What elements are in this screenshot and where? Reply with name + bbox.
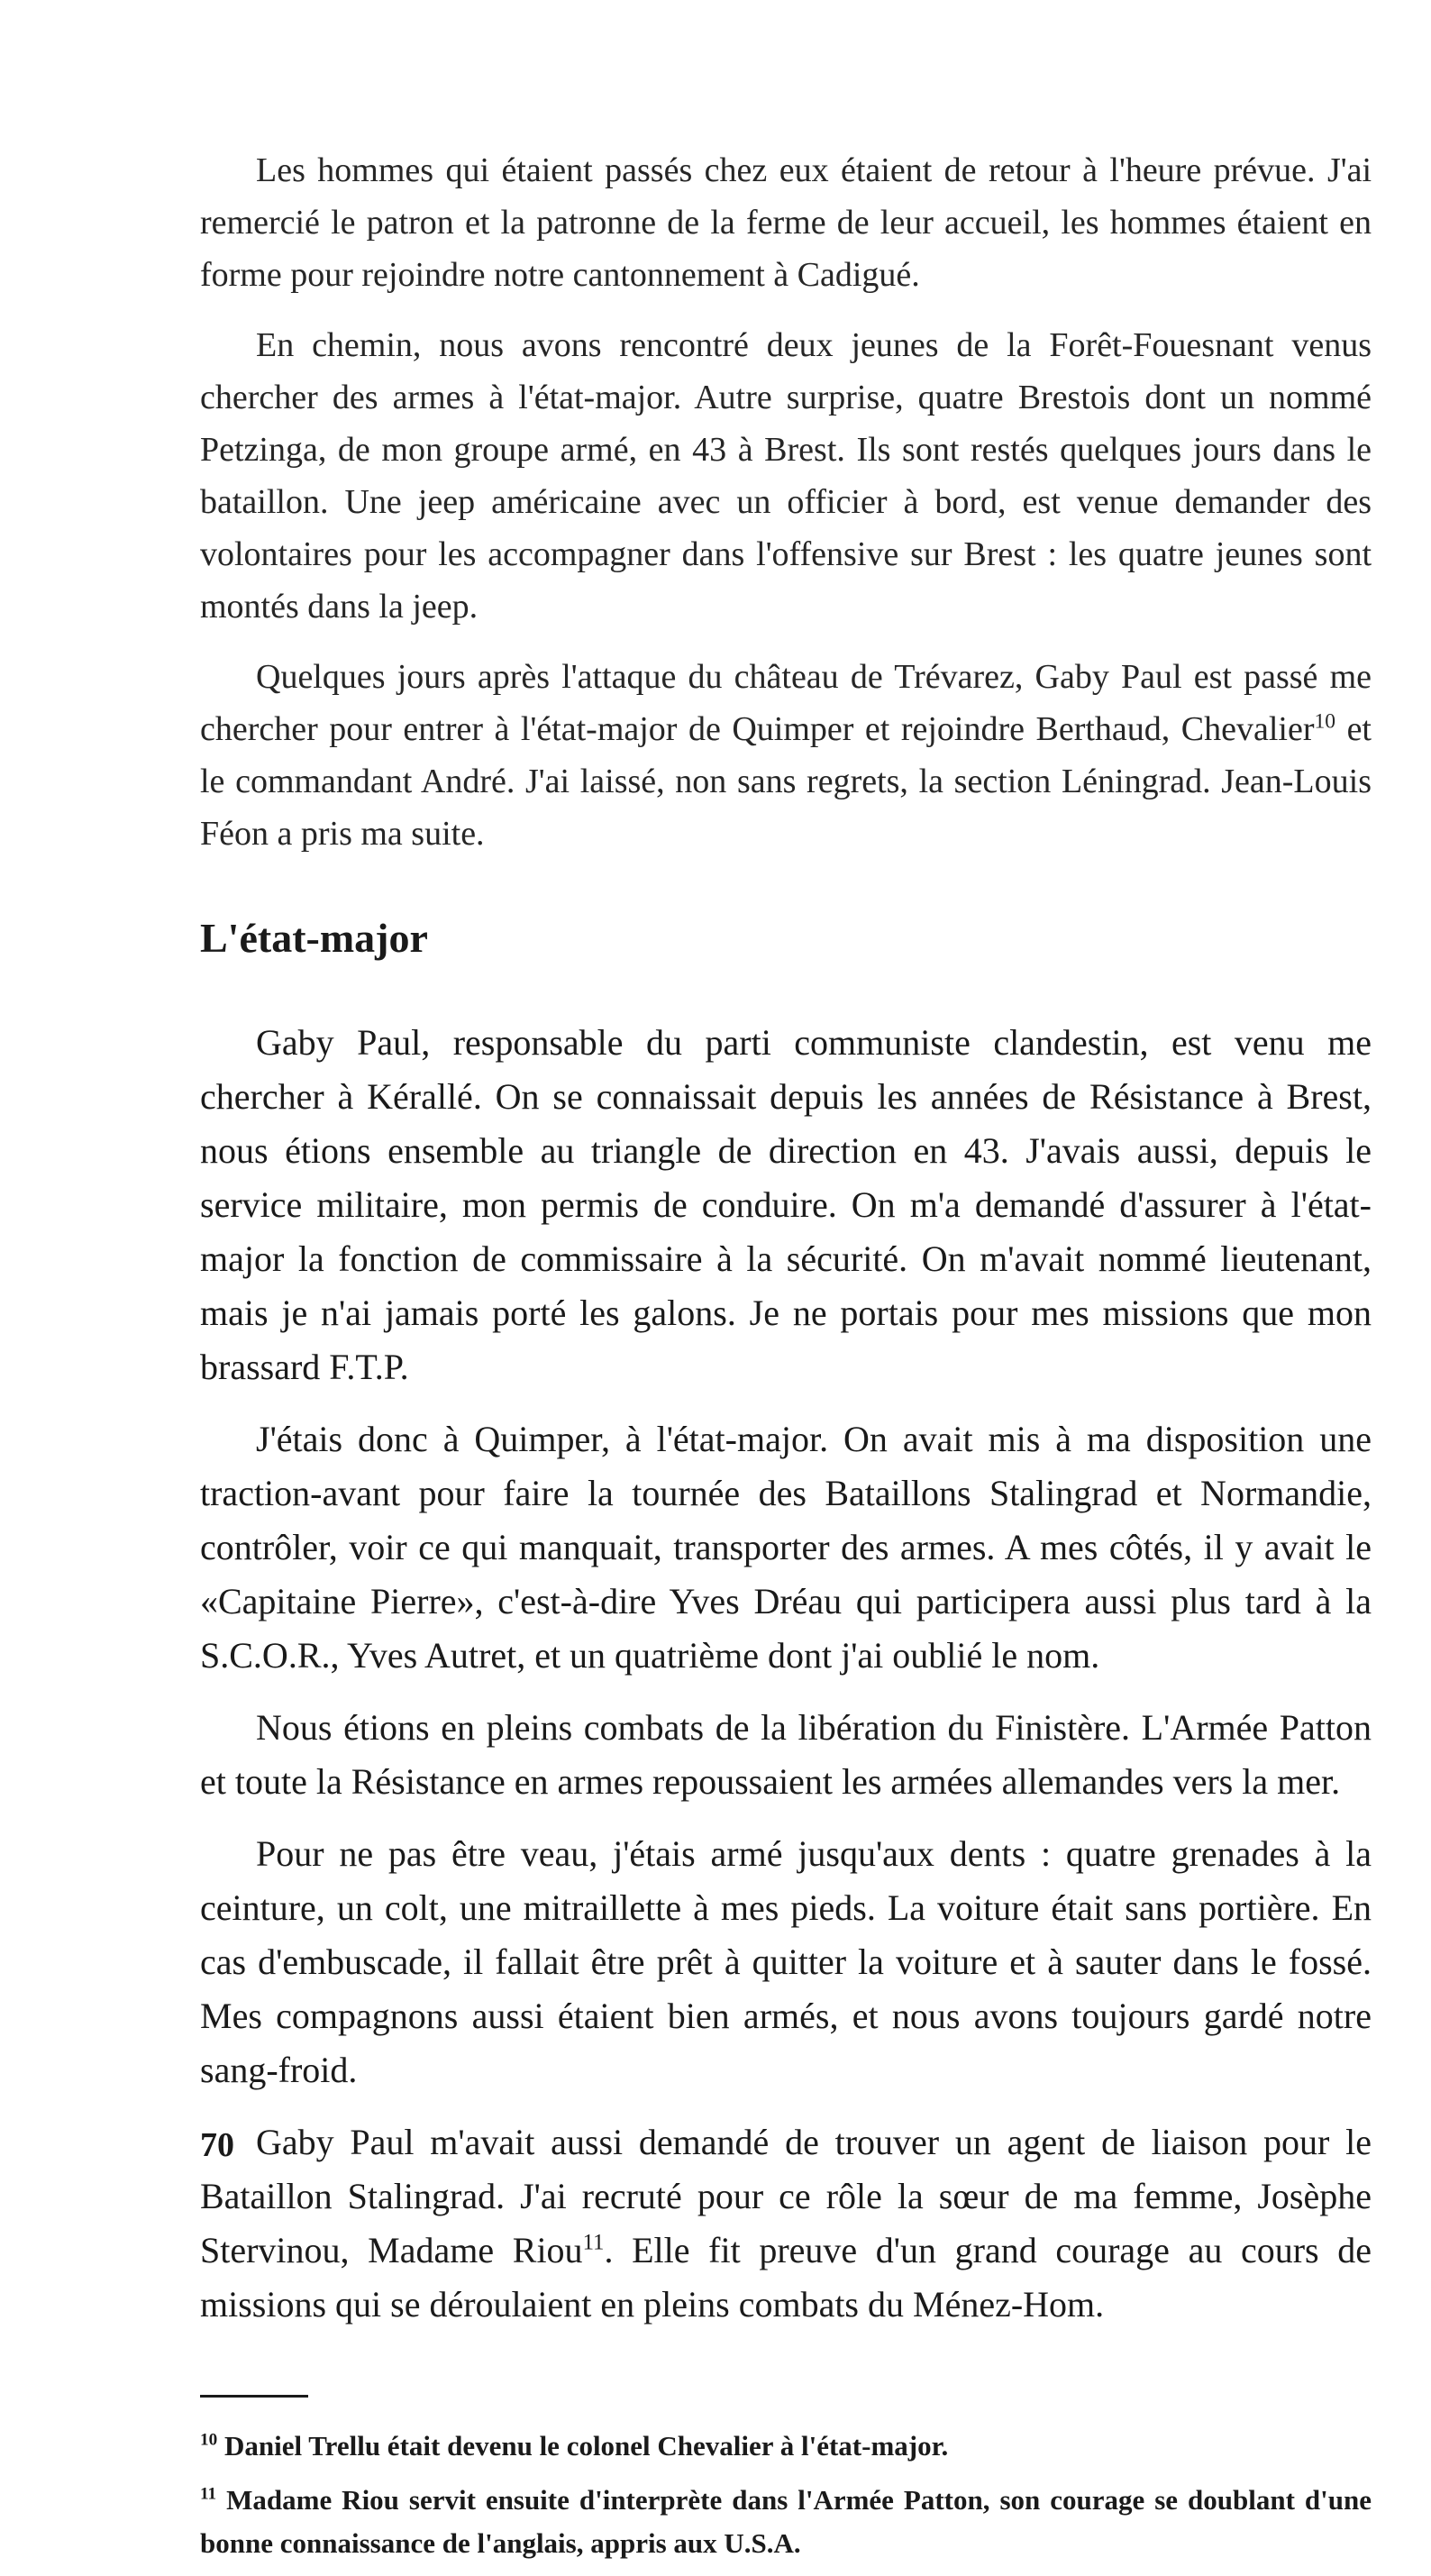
footnote-ref: 10 [1314,709,1336,734]
footnote-number: 10 [200,2430,218,2450]
paragraph: En chemin, nous avons rencontré deux jeunes de la Forêt-Fouesnant venus chercher des armes à l'état-major. Autre surprise, quatre Brestois dont un nommé Petzinga, de mon groupe armé, en 43 à Brest. Ils sont restés quelques jours dans le bataillon. Une jeep américaine avec un officier à bord, est venue demander des volontaires pour les accompagner dans l'offensive sur Brest : les quatre jeunes sont montés dans la jeep. [200,326,1372,626]
footnote [200,2425,1372,2468]
footnote-ref: 11 [582,2230,605,2255]
footnote-text: Madame Riou servit ensuite d'interprète dans l'Armée Patton, son courage se doublant d'une bonne connaissance de l'anglais, appris aux U.S.A. [200,2484,1372,2559]
page-number: 70 [200,2126,234,2164]
paragraph: Nous étions en pleins combats de la libération du Finistère. L'Armée Patton et toute la Résistance en armes repoussaient les armées allemandes vers la mer. [200,1707,1372,1802]
footnote [200,2479,1372,2565]
section-title: L'état-major [200,915,428,961]
footnote-number: 11 [200,2484,217,2504]
paragraph [200,2115,1372,2332]
page-body [200,144,1372,2576]
paragraph: J'étais donc à Quimper, à l'état-major. On avait mis à ma disposition une traction-avant pour faire la tournée des Bataillons Stalingrad et Normandie, contrôler, voir ce qui manquait, transporter des armes. A mes côtés, il y avait le «Capitaine Pierre», c'est-à-dire Yves Dréau qui participera aussi plus tard à la S.C.O.R., Yves Autret, et un quatrième dont j'ai oublié le nom. [200,1419,1372,1676]
paragraph [200,651,1372,860]
footnote-divider [200,2395,308,2398]
paragraph: Les hommes qui étaient passés chez eux étaient de retour à l'heure prévue. J'ai remercié le patron et la patronne de la ferme de leur accueil, les hommes étaient en forme pour rejoindre notre cantonnement à Cadigué. [200,151,1372,294]
footnote-text: Daniel Trellu était devenu le colonel Chevalier à l'état-major. [217,2430,949,2462]
paragraph: Pour ne pas être veau, j'étais armé jusqu'aux dents : quatre grenades à la ceinture, un colt, une mitraillette à mes pieds. La voiture était sans portière. En cas d'embuscade, il fallait être prêt à quitter la voiture et à sauter dans le fossé. Mes compagnons aussi étaient bien armés, et nous avons toujours gardé notre sang-froid. [200,1833,1372,2090]
paragraph-text: Quelques jours après l'attaque du château de Trévarez, Gaby Paul est passé me chercher pour entrer à l'état-major de Quimper et rejoindre Berthaud, Chevalier [200,658,1372,748]
paragraph-text: . Elle fit preuve d'un grand courage au cours de missions qui se déroulaient en pleins combats du Ménez-Hom. [200,2230,1372,2325]
paragraph-text: et le commandant André. J'ai laissé, non sans regrets, la section Léningrad. Jean-Louis Féon a pris ma suite. [200,710,1372,853]
paragraph: Gaby Paul, responsable du parti communiste clandestin, est venu me chercher à Kérallé. On se connaissait depuis les années de Résistance à Brest, nous étions ensemble au triangle de direction en 43. J'avais aussi, depuis le service militaire, mon permis de conduire. On m'a demandé d'assurer à l'état-major la fonction de commissaire à la sécurité. On m'avait nommé lieutenant, mais je n'ai jamais porté les galons. Je ne portais pour mes missions que mon brassard F.T.P. [200,1022,1372,1387]
paragraph-text: Gaby Paul m'avait aussi demandé de trouver un agent de liaison pour le Bataillon Stalingrad. J'ai recruté pour ce rôle la sœur de ma femme, Josèphe Stervinou, Madame Riou [200,2122,1372,2270]
